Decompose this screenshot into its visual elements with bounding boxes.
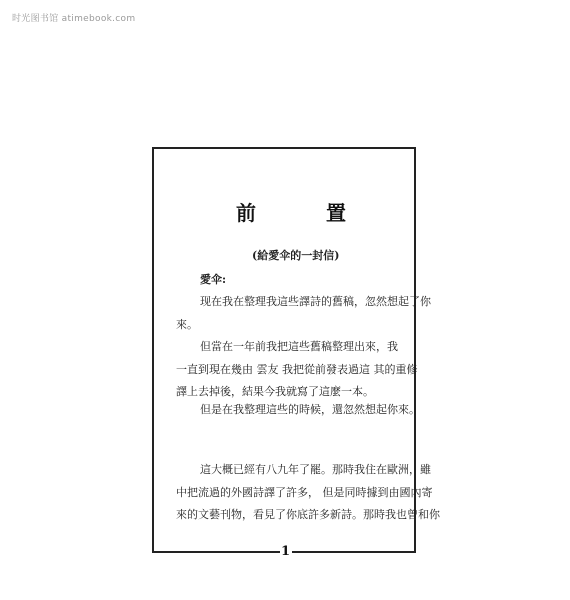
body-line-3: 但當在一年前我把這些舊稿整理出來，我 — [200, 340, 398, 353]
body-line-7: 這大概已經有八九年了罷。那時我住在歐洲，雖 — [200, 463, 431, 476]
page-number: 1 — [281, 544, 291, 559]
heading-char-1: 前 — [236, 201, 256, 225]
frame-left-border — [152, 147, 154, 553]
page-heading — [236, 197, 346, 226]
watermark: 时光图书馆 atimebook.com — [12, 14, 136, 24]
body-line-8: 中把流過的外國詩譯了許多， 但是同時據到由國內寄 — [176, 486, 433, 499]
body-line-4: 一直到現在幾由 雲友 我把從前發表過這 其的重修 — [176, 363, 418, 376]
salutation: 愛伞: — [200, 273, 227, 286]
subtitle: (給愛伞的一封信) — [252, 249, 340, 262]
body-line-5: 譯上去掉後，結果今我就寫了這麼一本。 — [176, 385, 374, 398]
heading-char-2: 置 — [326, 201, 346, 225]
frame-bottom-border-right — [292, 551, 416, 553]
body-line-9: 來的文藝刊物，看見了你底許多新詩。那時我也曾和你 — [176, 508, 440, 521]
body-line-6: 但是在我整理這些的時候，還忽然想起你來。 — [200, 403, 420, 416]
body-line-2: 來。 — [176, 318, 198, 331]
body-line-1: 现在我在整理我這些譯詩的舊稿，忽然想起了你 — [200, 295, 431, 308]
frame-top-border — [152, 147, 416, 149]
frame-bottom-border-left — [152, 551, 280, 553]
